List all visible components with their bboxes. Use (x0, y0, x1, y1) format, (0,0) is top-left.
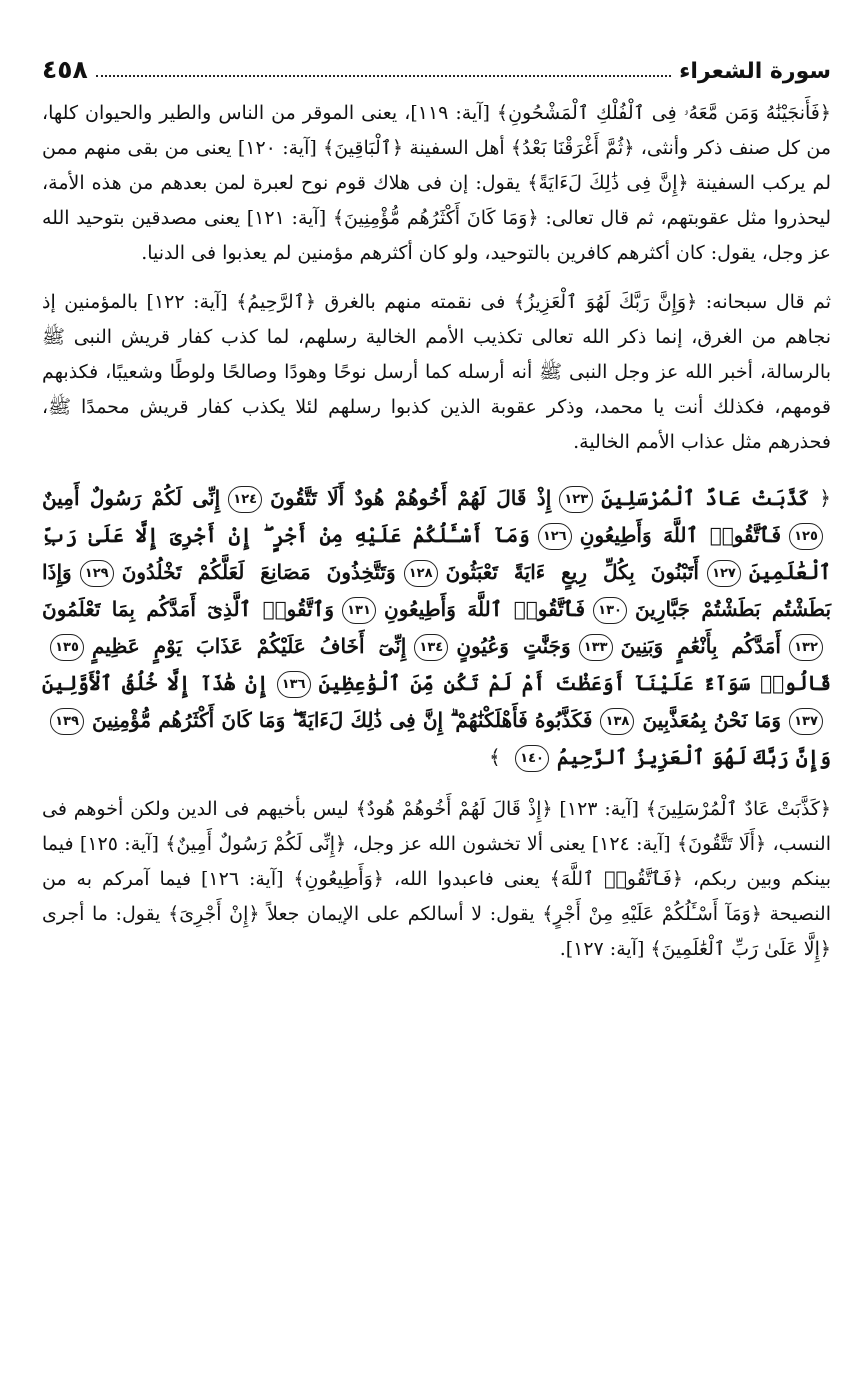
quran-verse-text: وَإِذَا بَطَشْتُم بَطَشْتُمْ جَبَّارِينَ (42, 560, 832, 621)
ayah-number-medallion: ١٤٠ (515, 745, 549, 772)
commentary-paragraph-3: ﴿كَذَّبَتْ عَادٌ ٱلْمُرْسَلِينَ﴾ [آية: ١٢٣] ﴿إِذْ قَالَ لَهُمْ أَخُوهُمْ هُودٌ﴾ ليس بأخيهم فى الدين ولكن أخوهم فى النسب، ﴿أَلَا تَتَّقُونَ﴾ [آية: ١٢٤] يعنى ألا تخشون الله عز وجل، ﴿إِنِّى لَكُمْ رَسُولٌ أَمِينٌ﴾ [آية: ١٢٥] فيما بينكم وبين ربكم، ﴿فَٱتَّقُوا۟ ٱللَّهَ﴾ يعنى فاعبدوا الله، ﴿وَأَطِيعُونِ﴾ [آية: ١٢٦] فيما آمركم به من النصيحة ﴿وَمَآ أَسْـَٔلُكُمْ عَلَيْهِ مِنْ أَجْرٍ﴾ يقول: لا أسالكم على الإيمان جعلاً ﴿إِنْ أَجْرِىَ﴾ يقول: ما أجرى ﴿إِلَّا عَلَىٰ رَبِّ ٱلْعَٰلَمِينَ﴾ [آية: ١٢٧]. (42, 798, 831, 960)
quran-verse-text: أَمَدَّكُم بِأَنْعَٰمٍ وَبَنِينَ (620, 634, 781, 658)
quran-verse-text: إِذْ قَالَ لَهُمْ أَخُوهُمْ هُودٌ أَلَا تَتَّقُونَ (270, 486, 552, 510)
quran-verse-text: فَكَذَّبُوهُ فَأَهْلَكْنَٰهُمْ ۗ إِنَّ فِى ذَٰلِكَ لَءَايَةً ۖ وَمَا كَانَ أَكْثَرُهُم مُّؤْمِنِينَ (92, 708, 593, 732)
ayah-number-medallion: ١٢٨ (404, 560, 438, 587)
quran-verse-text: فَٱتَّقُوا۟ ٱللَّهَ وَأَطِيعُونِ (384, 597, 586, 621)
commentary-paragraph-1: ﴿فَأَنجَيْنَٰهُ وَمَن مَّعَهُۥ فِى ٱلْفُلْكِ ٱلْمَشْحُونِ﴾ [آية: ١١٩]، يعنى الموقر من الناس والطير والحيوان كلها، من كل صنف ذكر وأنثى، ﴿ثُمَّ أَغْرَقْنَا بَعْدُ﴾ أهل السفينة ﴿ٱلْبَاقِينَ﴾ [آية: ١٢٠] يعنى من بقى منهم ممن لم يركب السفينة ﴿إِنَّ فِى ذَٰلِكَ لَءَايَةً﴾ يقول: إن فى هلاك قوم نوح لعبرة لمن بعدهم من هذه الأمة، ليحذروا مثل عقوبتهم، ثم قال تعالى: ﴿وَمَا كَانَ أَكْثَرُهُم مُّؤْمِنِينَ﴾ [آية: ١٢١] يعنى مصدقين بتوحيد الله عز وجل، يقول: كان أكثرهم كافرين بالتوحيد، ولو كان أكثرهم مؤمنين لم يعذبوا فى الدنيا. (42, 102, 831, 264)
quran-verse-text: وَجَنَّٰتٍ وَعُيُونٍ (456, 634, 571, 658)
commentary-paragraph-2: ثم قال سبحانه: ﴿وَإِنَّ رَبَّكَ لَهُوَ ٱلْعَزِيزُ﴾ فى نقمته منهم بالغرق ﴿ٱلرَّحِيمُ﴾ [آية: ١٢٢] بالمؤمنين إذ نجاهم من الغرق، إنما ذكر الله تعالى تكذيب الأمم الخالية رسلهم، لما كذب كفار قريش النبى ﷺ بالرسالة، أخبر الله عز وجل النبى ﷺ أنه أرسله كما أرسل نوحًا وهودًا وصالحًا ولوطًا وشعيبًا، فكذبهم قومهم، فكذلك أنت يا محمد، وذكر عقوبة الذين كذبوا رسلهم لئلا يكذب كفار قريش محمدًا ﷺ، فحذرهم مثل عذاب الأمم الخالية. (42, 291, 831, 453)
ayah-number-medallion: ١٢٣ (559, 486, 593, 513)
quran-open-bracket: ﴿ (809, 486, 831, 510)
quran-verse-text: أَتَبْنُونَ بِكُلِّ رِيعٍ ءَايَةً تَعْبَثُونَ (445, 560, 699, 584)
quran-verse-text: وَإِنَّ رَبَّكَ لَهُوَ ٱلْعَزِيزُ ٱلرَّحِيمُ (557, 745, 831, 769)
ayah-number-medallion: ١٣١ (342, 597, 376, 624)
ayah-number-medallion: ١٣٦ (277, 671, 311, 698)
ayah-number-medallion: ١٣٥ (50, 634, 84, 661)
ayah-number-medallion: ١٣٧ (789, 708, 823, 735)
ayah-number-medallion: ١٢٦ (538, 523, 572, 550)
quran-verse-text: إِنِّى لَكُمْ رَسُولٌ أَمِينٌ (42, 486, 221, 510)
page-number: ٤٥٨ (42, 55, 88, 84)
quran-verses-block (42, 480, 831, 776)
ayah-number-medallion: ١٢٩ (80, 560, 114, 587)
ayah-number-medallion: ١٣٤ (414, 634, 448, 661)
ayah-number-medallion: ١٣٢ (789, 634, 823, 661)
ayah-number-medallion: ١٣٣ (579, 634, 613, 661)
quran-verse-text: إِنْ هَٰذَآ إِلَّا خُلُقُ ٱلْأَوَّلِينَ (42, 671, 269, 695)
quran-verse-text: وَمَآ أَسْـَٔلُكُمْ عَلَيْهِ مِنْ أَجْرٍ ۖ إِنْ أَجْرِىَ إِلَّا عَلَىٰ رَبِّ ٱلْعَٰلَمِينَ (42, 523, 831, 584)
quran-verse-text: وَمَا نَحْنُ بِمُعَذَّبِينَ (642, 708, 781, 732)
ayah-number-medallion: ١٣٠ (593, 597, 627, 624)
quran-verse-text: وَتَتَّخِذُونَ مَصَانِعَ لَعَلَّكُمْ تَخْلُدُونَ (121, 560, 396, 584)
page-header (42, 34, 831, 84)
ayah-number-medallion: ١٢٧ (707, 560, 741, 587)
ayah-number-medallion: ١٣٨ (600, 708, 634, 735)
quran-verse-text: كَذَّبَتْ عَادٌ ٱلْمُرْسَلِينَ (601, 486, 810, 510)
dotted-leader (96, 75, 671, 77)
quran-verse-text: إِنِّىٓ أَخَافُ عَلَيْكُمْ عَذَابَ يَوْمٍ عَظِيمٍ (92, 634, 407, 658)
ayah-number-medallion: ١٣٩ (50, 708, 84, 735)
quran-verse-text: فَٱتَّقُوا۟ ٱللَّهَ وَأَطِيعُونِ (579, 523, 782, 547)
ayah-number-medallion: ١٢٤ (228, 486, 262, 513)
quran-verse-text: وَٱتَّقُوا۟ ٱلَّذِىٓ أَمَدَّكُم بِمَا تَعْلَمُونَ (42, 597, 335, 621)
ayah-number-medallion: ١٢٥ (789, 523, 823, 550)
quran-close-bracket: ﴾ (488, 745, 508, 769)
surah-title: سورة الشعراء (679, 59, 831, 84)
quran-verse-text: قَالُوا۟ سَوَآءٌ عَلَيْنَآ أَوَعَظْتَ أَمْ لَمْ تَكُن مِّنَ ٱلْوَٰعِظِينَ (318, 671, 831, 695)
